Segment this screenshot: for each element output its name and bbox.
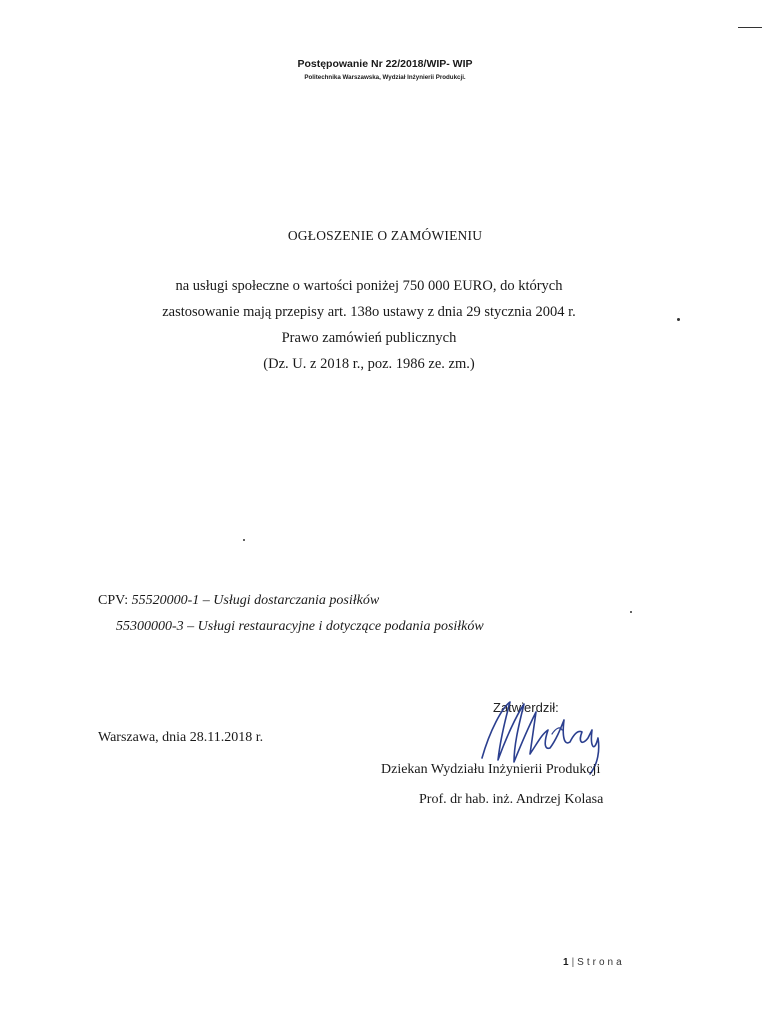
- page-label: Strona: [577, 957, 625, 968]
- page-corner-mark: [738, 27, 762, 28]
- cpv-label: CPV:: [98, 593, 129, 608]
- approval-label: Zatwierdził:: [493, 700, 559, 715]
- approver-position: Dziekan Wydziału Inżynierii Produkcji: [381, 762, 601, 777]
- cpv-code: 55300000-3: [116, 619, 184, 634]
- scan-speck: [630, 611, 632, 613]
- page-number: 1: [563, 957, 569, 968]
- scan-speck: [243, 539, 245, 541]
- institution-name: Politechnika Warszawska, Wydział Inżynierii Produkcji.: [304, 74, 466, 81]
- cpv-row: [98, 614, 484, 640]
- page-footer: [563, 957, 625, 968]
- subtitle-line: na usługi społeczne o wartości poniżej 750 000 EURO, do których: [175, 278, 563, 294]
- cpv-row: [98, 588, 484, 614]
- scan-speck: [677, 318, 680, 321]
- cpv-description: – Usługi restauracyjne i dotyczące podania posiłków: [183, 619, 484, 634]
- document-subtitle: [0, 273, 738, 377]
- case-number: Postępowanie Nr 22/2018/WIP- WIP: [297, 58, 473, 70]
- subtitle-line: zastosowanie mają przepisy art. 138o ustawy z dnia 29 stycznia 2004 r.: [162, 304, 576, 320]
- document-title: OGŁOSZENIE O ZAMÓWIENIU: [287, 228, 483, 243]
- subtitle-line: Prawo zamówień publicznych: [281, 330, 457, 346]
- cpv-code: 55520000-1: [131, 593, 200, 608]
- document-header: [0, 58, 770, 81]
- approver-name: Prof. dr hab. inż. Andrzej Kolasa: [419, 792, 604, 807]
- place-and-date: Warszawa, dnia 28.11.2018 r.: [98, 730, 264, 745]
- subtitle-line: (Dz. U. z 2018 r., poz. 1986 ze. zm.): [263, 356, 475, 372]
- footer-separator: |: [571, 957, 575, 968]
- cpv-codes: [98, 588, 484, 640]
- cpv-description: – Usługi dostarczania posiłków: [199, 593, 380, 608]
